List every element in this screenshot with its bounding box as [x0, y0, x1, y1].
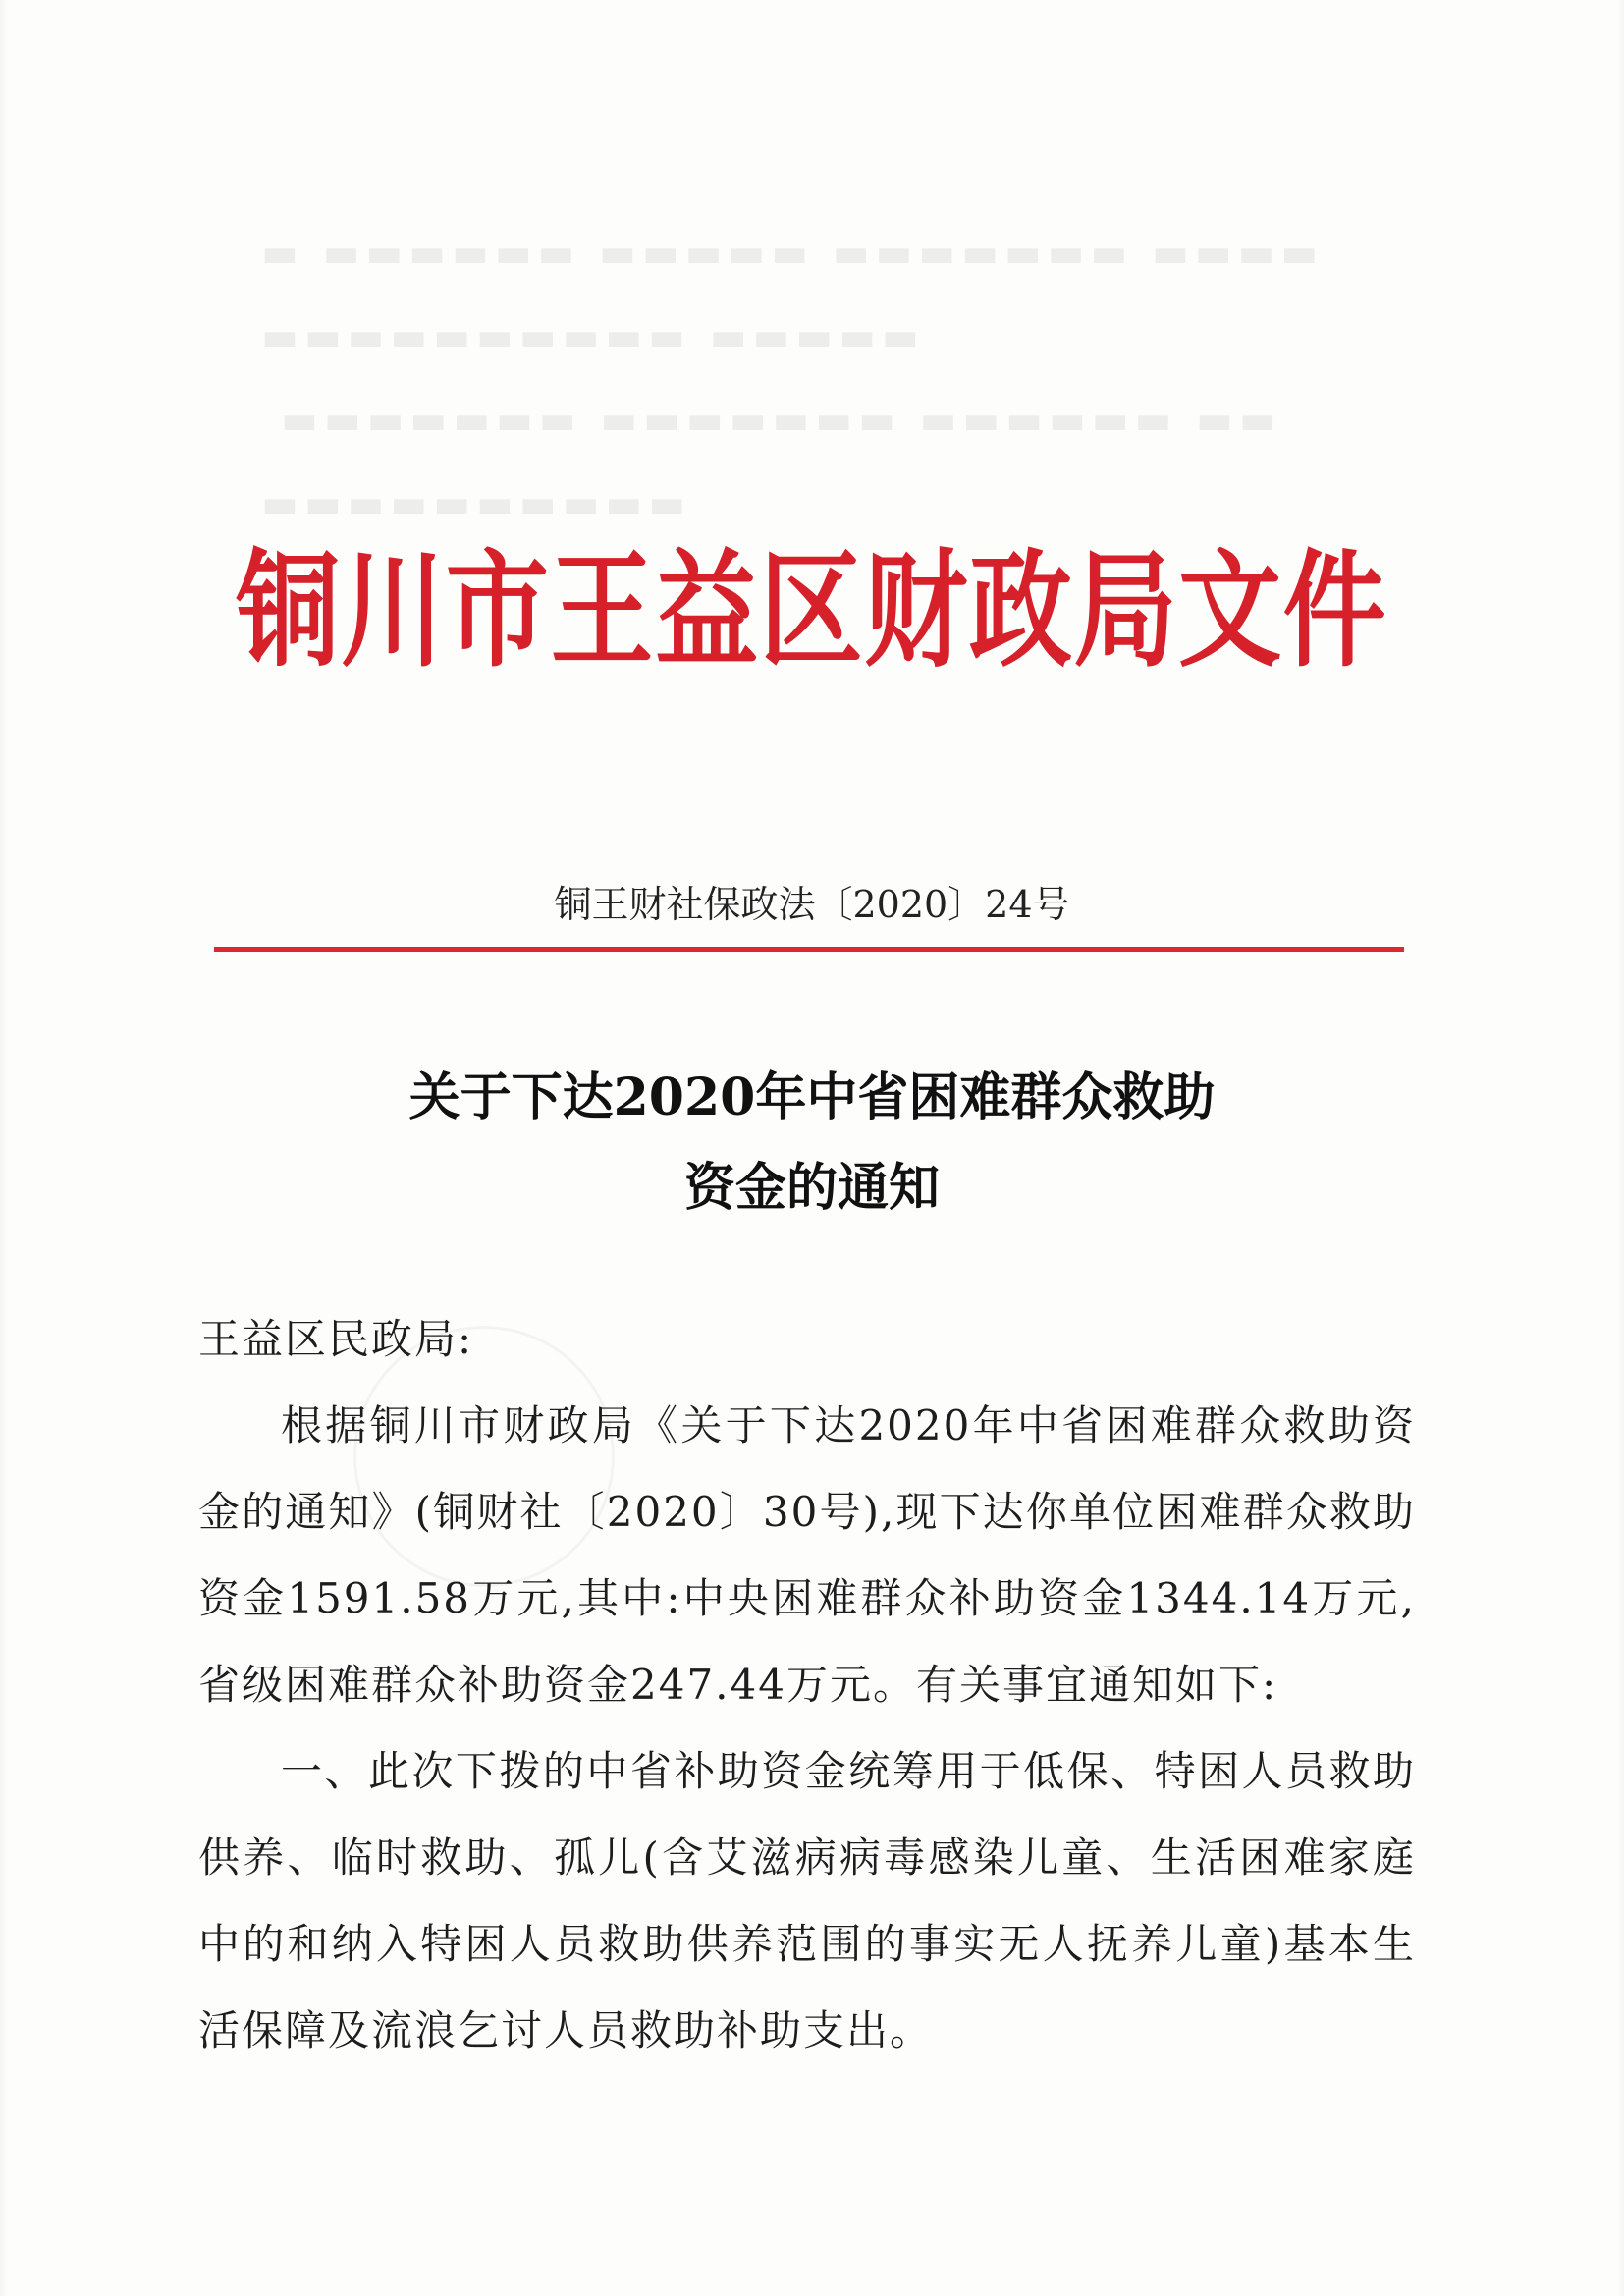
notice-title-line-2: 资金的通知: [683, 1158, 940, 1218]
red-separator-rule: [214, 947, 1404, 952]
notice-body: [198, 1296, 1416, 2074]
bleed-through-line: ▬▬▬▬ ▬▬▬▬▬▬▬ ▬▬▬▬▬ ▬▬▬▬▬▬ ▬: [255, 231, 1319, 276]
bleed-through-line: ▬▬ ▬▬▬▬▬▬ ▬▬▬▬▬▬▬ ▬▬▬▬▬▬▬: [275, 398, 1276, 443]
body-paragraph-2: 一、此次下拨的中省补助资金统筹用于低保、特困人员救助供养、临时救助、孤儿(含艾滋病病毒感染儿童、生活困难家庭中的和纳入特困人员救助供养范围的事实无人抚养儿童)基本生活保障及流浪乞讨人员救助补助支出。: [198, 1747, 1416, 2054]
salutation: 王益区民政局:: [198, 1315, 474, 1363]
notice-title: [0, 1053, 1624, 1233]
document-number: 铜王财社保政法〔2020〕24号: [554, 883, 1070, 926]
bleed-through-line: ▬▬▬▬▬▬▬▬▬▬: [255, 481, 685, 526]
notice-title-line-1: 关于下达2020年中省困难群众救助: [408, 1067, 1216, 1127]
body-paragraph-1: 根据铜川市财政局《关于下达2020年中省困难群众救助资金的通知》(铜财社〔2020〕30号),现下达你单位困难群众救助资金1591.58万元,其中:中央困难群众补助资金1344.14万元,省级困难群众补助资金247.44万元。有关事宜通知如下:: [198, 1401, 1416, 1709]
masthead-title: 铜川市王益区财政局文件: [236, 538, 1388, 684]
bleed-through-line: ▬▬▬▬▬ ▬▬▬▬▬▬▬▬▬▬: [255, 314, 919, 359]
